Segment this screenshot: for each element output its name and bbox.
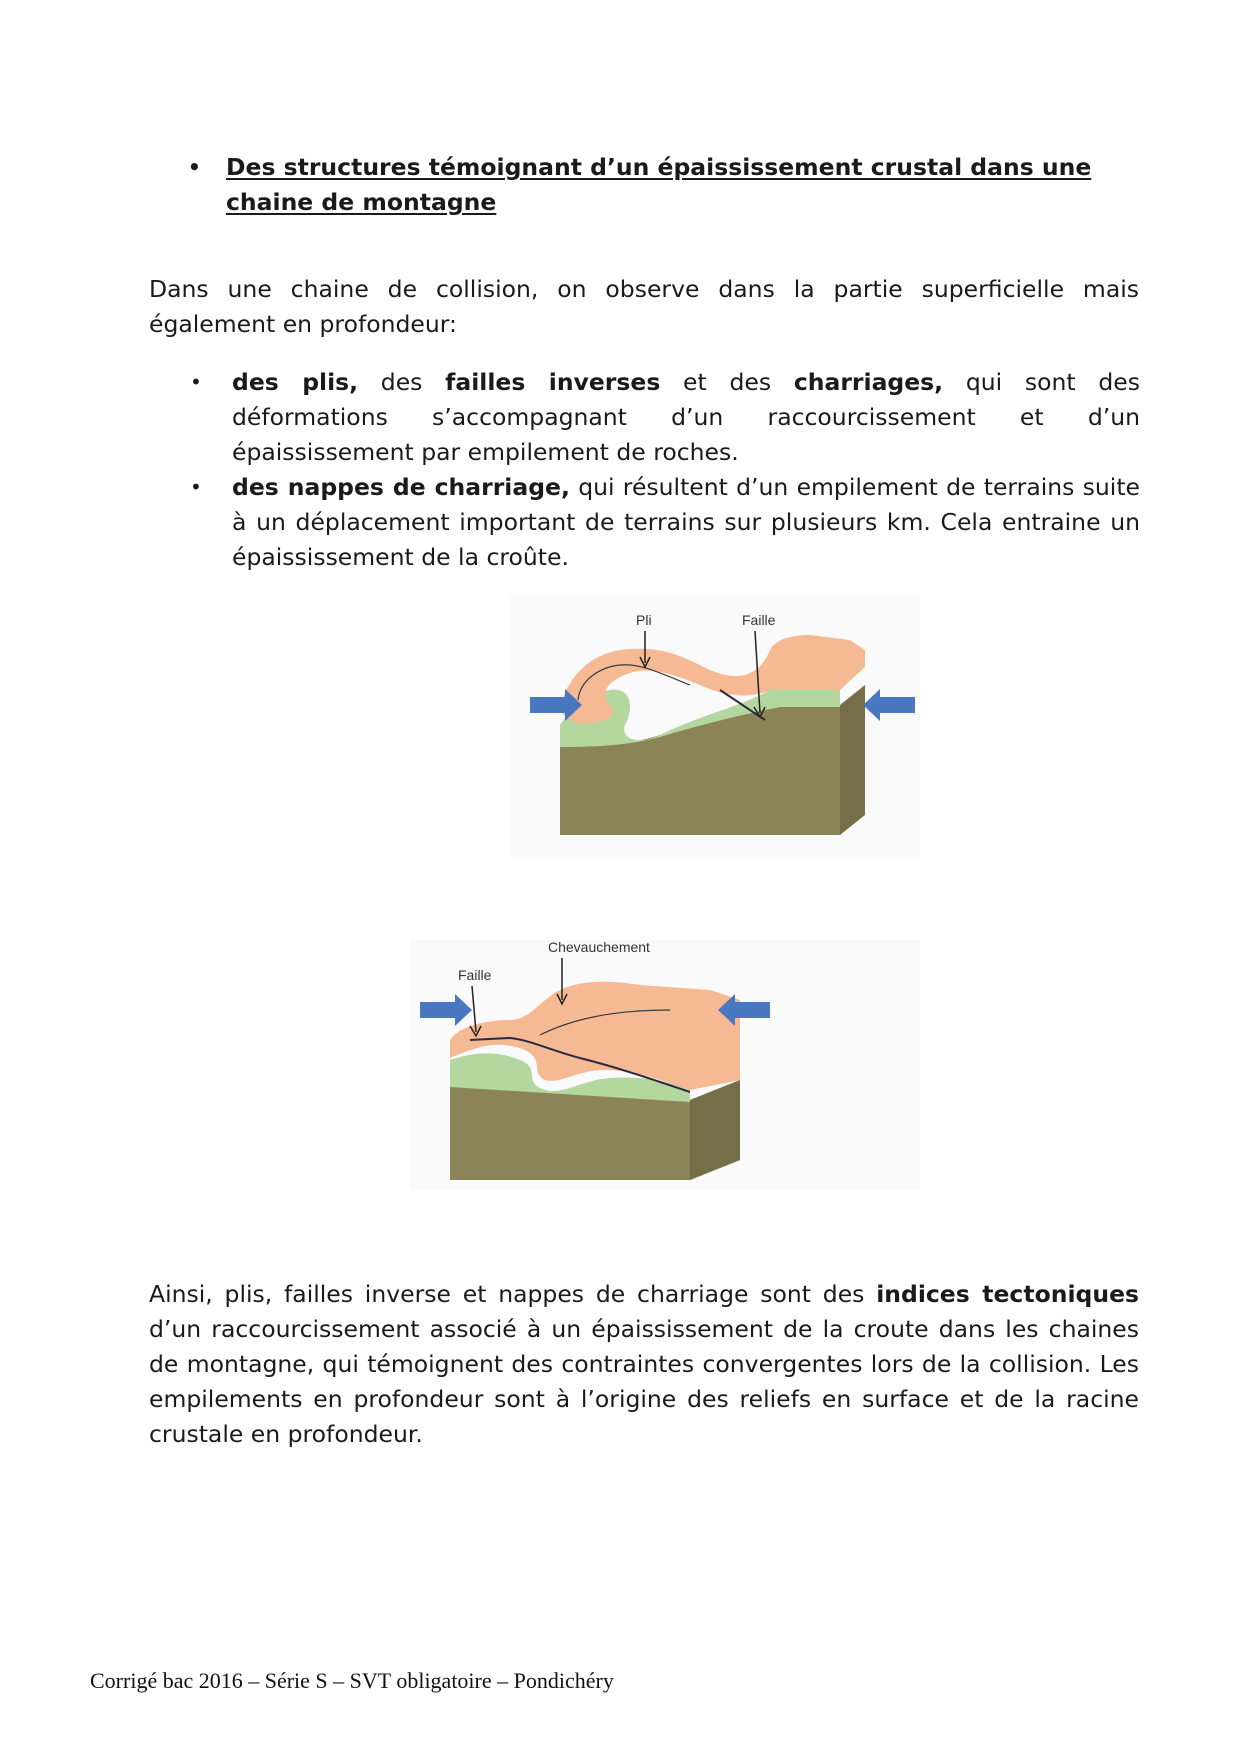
label-faille: Faille xyxy=(742,612,776,628)
bullet-icon: • xyxy=(190,370,202,394)
bullet-list xyxy=(190,365,1140,575)
term-failles-inverses: failles inverses xyxy=(445,368,661,396)
section-heading-text: Des structures témoignant d’un épaississement crustal dans une chaine de montagne xyxy=(226,153,1092,216)
term-nappes-de-charriage: des nappes de charriage, xyxy=(232,473,570,501)
label-pli: Pli xyxy=(636,612,652,628)
intro-paragraph: Dans une chaine de collision, on observe dans la partie superficielle mais également en profondeur: xyxy=(149,275,1139,338)
term-indices-tectoniques: indices tectoniques xyxy=(876,1280,1139,1308)
bullet-icon: • xyxy=(188,155,201,179)
term-plis: des plis, xyxy=(232,368,359,396)
term-charriages: charriages, xyxy=(793,368,944,396)
list-item-text: des plis, des failles inverses et des charriages, qui sont des déformations s’accompagnant d’un raccourcissement et d’un épaississement par empilement de roches. xyxy=(232,368,1140,466)
list-item-text: des nappes de charriage, qui résultent d’un empilement de terrains suite à un déplacement important de terrains sur plusieurs km. Cela entraine un épaississement de la croûte. xyxy=(232,473,1140,571)
basement-side xyxy=(840,685,865,835)
page-footer: Corrigé bac 2016 – Série S – SVT obligatoire – Pondichéry xyxy=(90,1668,614,1693)
label-faille: Faille xyxy=(458,967,492,983)
label-chevauchement: Chevauchement xyxy=(548,940,650,955)
list-item xyxy=(190,470,1140,575)
section-heading xyxy=(186,150,1136,220)
bullet-icon: • xyxy=(190,475,202,499)
list-item xyxy=(190,365,1140,470)
conclusion-paragraph: Ainsi, plis, failles inverse et nappes de charriage sont des indices tectoniques d’un raccourcissement associé à un épaississement de la croute dans les chaines de montagne, qui témoignent des contraintes convergentes lors de la collision. Les empilements en profondeur sont à l’origine des reliefs en surface et de la racine crustale en profondeur. xyxy=(149,1280,1139,1448)
thrust-diagram xyxy=(410,940,920,1190)
fold-fault-diagram xyxy=(510,595,920,859)
